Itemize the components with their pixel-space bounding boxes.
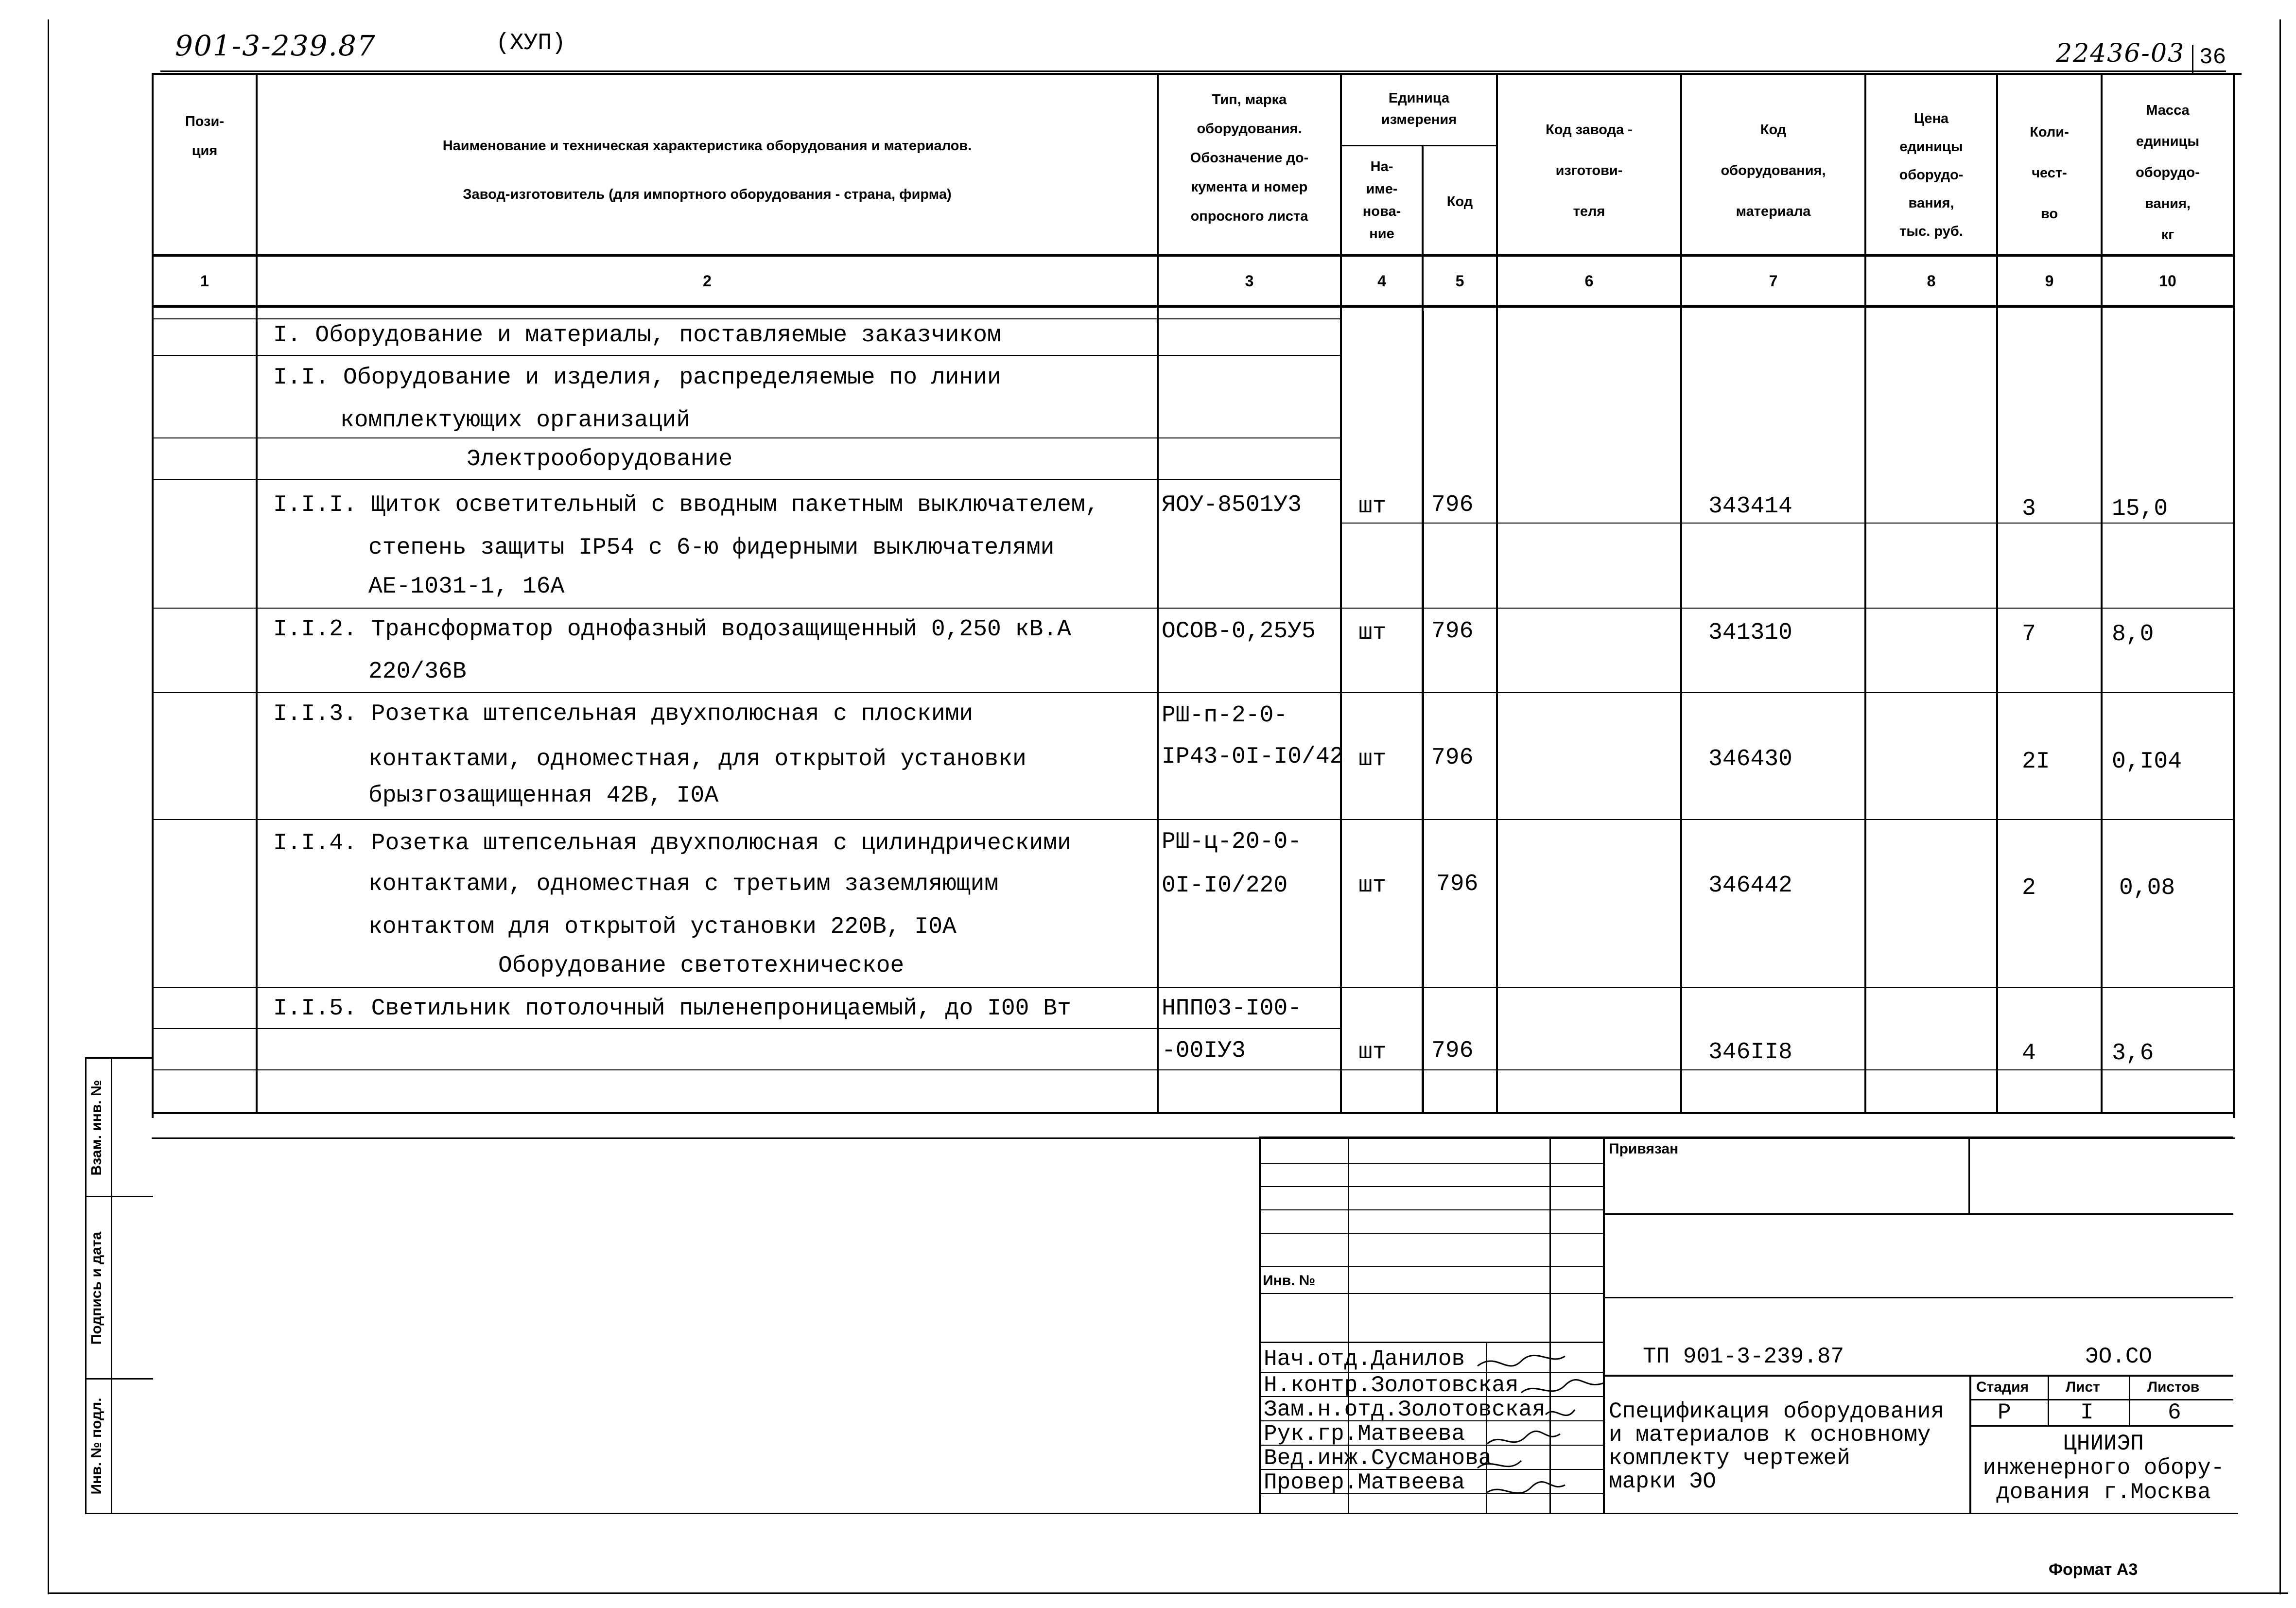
header-type (1159, 85, 1340, 231)
header-price-line4: вания, (1908, 195, 1954, 211)
header-price-line2: единицы (1899, 139, 1963, 155)
archive-number: 22436-03 (2056, 39, 2185, 68)
table-row-unit: шт (1358, 873, 1387, 899)
row-line (152, 608, 1341, 609)
column-number-10: 10 (2159, 272, 2176, 290)
table-row-name: I.I.4. Розетка штепсельная двухполюсная с цилиндрическими (273, 830, 1071, 856)
header-quantity-line3: во (2040, 206, 2058, 222)
side-stamp-top (85, 1057, 153, 1059)
header-quantity-line1: Коли- (2030, 124, 2069, 140)
header-equipment-code (1682, 109, 1864, 232)
table-row-name: брызгозащищенная 42В, I0А (368, 783, 719, 809)
column-number-1: 1 (200, 272, 209, 290)
header-equipment-code-line1: Код (1760, 122, 1787, 138)
table-header-bottom (152, 254, 2235, 257)
table-row-code: 796 (1431, 1038, 1474, 1064)
unit-group-divider (1340, 145, 1498, 146)
column-number-3: 3 (1245, 272, 1254, 290)
table-row-name: контактами, одноместная с третьим заземляющим (368, 871, 999, 897)
privyazan-label: Привязан (1609, 1141, 1679, 1157)
header-name (258, 122, 1157, 219)
column-number-4: 4 (1377, 272, 1386, 290)
table-row-code: 796 (1436, 871, 1478, 897)
row-line (152, 1028, 1341, 1029)
signer-role: Зам.н.отд. (1264, 1397, 1398, 1422)
header-type-line3: Обозначение до- (1190, 150, 1309, 166)
table-row-unit: шт (1358, 1039, 1387, 1066)
column-number-8: 8 (1927, 272, 1936, 290)
tb-privyazan-divider (1968, 1136, 1970, 1214)
tb-grid-row (1259, 1163, 1604, 1164)
table-row-name: Электрооборудование (467, 446, 733, 472)
tb-row-line (1603, 1213, 2233, 1215)
header-maker-code-line1: Код завода - (1546, 122, 1633, 138)
header-mass (2103, 95, 2233, 250)
table-row-type: 0I-I0/220 (1162, 873, 1288, 899)
header-unit-name-line3: нова- (1362, 204, 1401, 219)
header-name-line1: Наименование и техническая характеристика оборудования и материалов. (442, 138, 972, 154)
header-unit-name (1342, 156, 1422, 245)
signer-row (1264, 1446, 1492, 1471)
doc-title-line2: и материалов к основному (1609, 1422, 1931, 1448)
table-row-name: I.I.5. Светильник потолочный пыленепроницаемый, до I00 Вт (273, 996, 1071, 1022)
column-number-5: 5 (1455, 272, 1464, 290)
table-colnum-bottom (152, 305, 2235, 308)
header-equipment-code-line2: оборудования, (1721, 163, 1826, 178)
table-row-type: IP43-0I-I0/42 (1162, 744, 1344, 770)
table-row-unit: шт (1358, 746, 1387, 772)
side-stamp-sep (85, 1196, 153, 1197)
table-row-name: I.I.I. Щиток осветительный с вводным пакетным выключателем, (273, 492, 1099, 518)
doc-code-handwritten: 901-3-239.87 (175, 29, 376, 62)
tb-grid-row (1259, 1233, 1604, 1234)
table-row-type: РШ-ц-20-0- (1162, 829, 1302, 855)
outer-frame-bottom (48, 1592, 2288, 1594)
header-unit-group-line1: Единица (1388, 90, 1450, 106)
signatures-graphic (1468, 1346, 1614, 1512)
body-frame-left (1422, 311, 1424, 1113)
table-row-equipment-code: 341310 (1708, 620, 1792, 646)
table-row-mass: 15,0 (2112, 496, 2168, 522)
organization-line1: ЦНИИЭП (2063, 1431, 2144, 1456)
row-line (152, 692, 1341, 693)
table-row-code: 796 (1431, 492, 1474, 518)
side-stamp-bottom (85, 1513, 2238, 1514)
table-row-equipment-code: 346430 (1708, 746, 1792, 772)
outer-frame-right (2279, 19, 2281, 1594)
tb-frame-top (1259, 1136, 2233, 1138)
side-stamp-mid (111, 1057, 112, 1514)
col-sep-1 (256, 73, 258, 1113)
header-mass-line2: единицы (2136, 134, 2200, 149)
signer-name: Золотовская (1371, 1373, 1519, 1398)
row-line (152, 479, 1341, 480)
signer-name: Матвеева (1357, 1421, 1465, 1447)
header-price-line3: оборудо- (1899, 167, 1964, 183)
table-row-mass: 3,6 (2112, 1040, 2154, 1066)
column-number-6: 6 (1584, 272, 1594, 290)
doc-title-line4: марки ЭО (1609, 1469, 1716, 1494)
header-position-line2: ция (191, 143, 218, 158)
row-line (1340, 987, 2234, 988)
tb-row-line (1603, 1297, 2233, 1298)
tb-frame-left (1259, 1136, 1261, 1514)
header-position-line1: Пози- (185, 114, 225, 129)
vzam-inv-label: Взам. инв. № (88, 1080, 104, 1176)
table-row-mass: 0,08 (2119, 875, 2175, 901)
header-position (154, 107, 256, 165)
format-label: Формат А3 (2049, 1560, 2138, 1579)
doc-title-line3: комплекту чертежей (1609, 1446, 1850, 1471)
header-type-line2: оборудования. (1197, 121, 1302, 137)
organization-line2: инженерного обору- (1983, 1455, 2225, 1481)
signer-name: Золотовская (1398, 1397, 1546, 1422)
table-row-code: 796 (1431, 745, 1474, 771)
signer-row (1264, 1421, 1465, 1447)
signer-name: Данилов (1371, 1346, 1465, 1372)
sheet-number-top: 36 (2199, 45, 2226, 70)
header-price (1866, 105, 1996, 245)
album-label: (ХУП) (496, 30, 566, 56)
signer-row (1264, 1470, 1465, 1495)
table-row-mass: 8,0 (2112, 621, 2154, 647)
table-row-code: 796 (1431, 618, 1474, 645)
signer-name: Матвеева (1357, 1470, 1465, 1495)
row-line (1340, 819, 2234, 820)
signature-scribble (1487, 1482, 1565, 1493)
header-equipment-code-line3: материала (1736, 204, 1811, 219)
header-maker-code (1498, 109, 1680, 232)
signature-scribble (1478, 1461, 1521, 1468)
tb-stage-col (2129, 1375, 2130, 1427)
header-unit-group-line2: измерения (1381, 112, 1457, 127)
sheet-number-box-left (2192, 45, 2193, 74)
doc-designation: ТП 901-3-239.87 (1643, 1344, 1844, 1369)
table-row-name: I.I. Оборудование и изделия, распределяемые по линии (273, 365, 1001, 391)
header-maker-code-line3: теля (1573, 204, 1605, 219)
signer-role: Провер. (1264, 1470, 1358, 1495)
tb-grid-row (1259, 1266, 1604, 1267)
doc-mark: ЭО.СО (2085, 1344, 2153, 1369)
row-line (1340, 608, 2234, 609)
table-row-name: степень защиты IP54 с 6-ю фидерными выключателями (368, 535, 1055, 561)
sheet-label: Лист (2066, 1379, 2100, 1395)
table-row-quantity: 2I (2022, 749, 2050, 775)
organization (1972, 1432, 2235, 1504)
row-line (1340, 692, 2234, 693)
row-line (152, 819, 1341, 820)
header-unit-code: Код (1446, 194, 1473, 210)
header-unit-name-line2: име- (1366, 181, 1398, 197)
signer-row (1264, 1346, 1465, 1372)
inv-podl-label: Инв. № подл. (88, 1398, 104, 1495)
table-row-type: НПП03-I00- (1162, 996, 1302, 1022)
header-type-line4: кумента и номер (1191, 179, 1308, 195)
signature-scribble (1521, 1380, 1604, 1393)
table-row-unit: шт (1358, 620, 1387, 646)
top-underline (160, 70, 2226, 72)
table-row-unit: шт (1358, 493, 1387, 520)
table-row-name: I.I.3. Розетка штепсельная двухполюсная с плоскими (273, 701, 974, 727)
table-left-border (152, 73, 154, 1118)
header-maker-code-line2: изготови- (1555, 163, 1623, 178)
table-row-name: Оборудование светотехническое (498, 953, 904, 979)
row-line (152, 987, 1341, 988)
table-row-quantity: 2 (2022, 875, 2036, 901)
header-type-line1: Тип, марка (1212, 92, 1287, 107)
sheets-value: 6 (2168, 1400, 2181, 1425)
sheets-label: Листов (2147, 1379, 2200, 1395)
tb-grid-row (1259, 1342, 1604, 1343)
table-top-border (152, 73, 2242, 75)
header-unit-name-line4: ние (1369, 226, 1394, 242)
table-row-quantity: 7 (2022, 621, 2036, 647)
table-row-type: РШ-п-2-0- (1162, 702, 1288, 729)
table-row-type: ОСОВ-0,25У5 (1162, 618, 1316, 645)
signer-name: Сусманова (1371, 1446, 1492, 1471)
doc-title-line1: Спецификация оборудования (1609, 1399, 1945, 1424)
doc-title (1609, 1400, 1944, 1493)
table-row-name: контактами, одноместная, для открытой установки (368, 746, 1026, 772)
row-line (152, 355, 1341, 356)
podpis-data-label: Подпись и дата (88, 1231, 104, 1345)
row-line (1340, 523, 2234, 524)
table-row-name: I.I.2. Трансформатор однофазный водозащищенный 0,250 кВ.А (273, 616, 1071, 643)
table-row-name: контактом для открытой установки 220В, I0А (368, 914, 957, 940)
stage-value: Р (1998, 1400, 2011, 1425)
header-unit-name-line1: На- (1370, 159, 1393, 175)
table-row-type: ЯОУ-8501У3 (1162, 492, 1302, 518)
table-right-border (2233, 73, 2235, 1118)
tb-stage-left (1969, 1375, 1971, 1514)
row-line (1340, 1069, 2234, 1070)
row-line (152, 1069, 1341, 1070)
column-number-2: 2 (703, 272, 712, 290)
table-row-equipment-code: 346442 (1708, 873, 1792, 899)
signature-scribble (1478, 1355, 1565, 1366)
table-row-equipment-code: 343414 (1708, 493, 1792, 520)
row-line (152, 437, 1341, 438)
header-quantity-line2: чест- (2032, 165, 2067, 181)
header-mass-line5: кг (2161, 227, 2174, 243)
tb-row-line (1603, 1375, 2233, 1377)
header-name-line2: Завод-изготовитель (для импортного оборудования - страна, фирма) (463, 187, 952, 202)
tb-grid-row (1259, 1209, 1604, 1210)
header-mass-line3: оборудо- (2136, 165, 2200, 180)
tb-grid-row (1259, 1186, 1604, 1187)
table-row-equipment-code: 346II8 (1708, 1039, 1792, 1066)
tb-grid-row (1259, 1293, 1604, 1294)
table-row-name: I. Оборудование и материалы, поставляемые заказчиком (273, 322, 1001, 349)
tb-stage-row (1969, 1425, 2233, 1427)
table-row-name: АЕ-1031-1, 16А (368, 574, 565, 600)
table-body-bottom (152, 1112, 2235, 1114)
header-quantity (1998, 112, 2101, 234)
header-price-line5: тыс. руб. (1899, 224, 1963, 239)
side-stamp-left (85, 1057, 87, 1514)
row-line (152, 318, 1341, 319)
table-row-quantity: 4 (2022, 1040, 2036, 1066)
sheet-value: I (2080, 1400, 2094, 1425)
table-row-mass: 0,I04 (2112, 749, 2182, 775)
tb-stage-col (2048, 1375, 2049, 1427)
header-price-line1: Цена (1913, 111, 1949, 126)
table-row-name: 220/36В (368, 659, 467, 685)
inv-no-label: Инв. № (1263, 1273, 1316, 1289)
signature-scribble (1546, 1410, 1575, 1416)
header-unit-group (1342, 87, 1496, 130)
outer-frame-left (48, 19, 49, 1594)
signer-role: Вед.инж. (1264, 1446, 1371, 1471)
signer-role: Н.контр. (1264, 1373, 1371, 1398)
organization-line3: дования г.Москва (1996, 1480, 2211, 1505)
signer-role: Рук.гр. (1264, 1421, 1358, 1447)
table-row-name: комплектующих организаций (340, 407, 691, 434)
table-row-quantity: 3 (2022, 496, 2036, 522)
header-mass-line1: Масса (2146, 103, 2190, 118)
stage-label: Стадия (1976, 1379, 2029, 1395)
signature-scribble (1487, 1431, 1560, 1444)
header-type-line5: опросного листа (1190, 209, 1308, 224)
column-number-7: 7 (1769, 272, 1778, 290)
table-row-type: -00IУ3 (1162, 1038, 1246, 1064)
header-mass-line4: вания, (2145, 196, 2191, 211)
signer-role: Нач.отд. (1264, 1346, 1371, 1372)
column-number-9: 9 (2045, 272, 2054, 290)
